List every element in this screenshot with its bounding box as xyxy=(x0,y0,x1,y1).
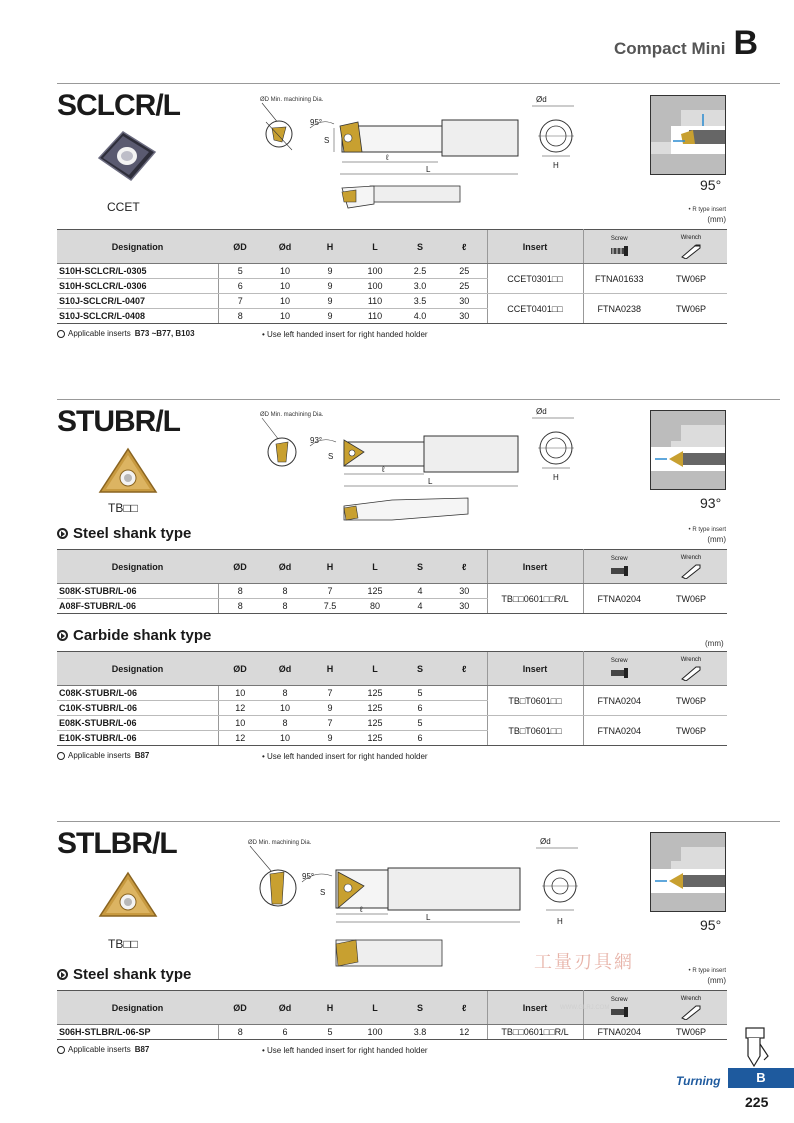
section-title-stlbr: STLBR/L xyxy=(57,827,177,860)
table-row: E10K-STUBR/L-06 12 10 9 125 6 xyxy=(57,731,727,746)
svg-text:H: H xyxy=(557,917,563,926)
header-section-letter: B xyxy=(733,24,758,62)
stubr-carbide-heading: Carbide shank type xyxy=(57,627,211,644)
table-row: S08K-STUBR/L-06 8 8 7 125 4 30 TB□□0601□□R/L FTNA0204 TW06P xyxy=(57,584,727,599)
stlbr-spec-table: Designation ØD Ød H L S ℓ Insert Screw Wrench S06H-STLBR/L-06-SP 8 6 5 100 3.8 12 TB□□0601□□R/L FTNA0204 TW06P xyxy=(57,990,727,1040)
svg-text:L: L xyxy=(428,477,433,486)
sclcr-shank-section xyxy=(528,94,588,178)
stlbr-shank-section xyxy=(532,836,592,936)
section-divider xyxy=(57,83,780,84)
page-number: 225 xyxy=(745,1094,769,1110)
svg-text:93°: 93° xyxy=(310,436,323,445)
table-row: S06H-STLBR/L-06-SP 8 6 5 100 3.8 12 TB□□0601□□R/L FTNA0204 TW06P xyxy=(57,1025,727,1040)
stubr-carbide-table: Designation ØD Ød H L S ℓ Insert Screw Wrench C08K-STUBR/L-06 10 8 7 125 5 TB□T0601□□ FTNA0204 TW06P C10K-STUBR/L-06 12 10 9 125 6 E08K-STUBR/L-06 10 8 7 125 5 TB□T0601□□ FTNA0204 TW06P E10K-STUBR/L-06 12 10 9 125 6 xyxy=(57,651,727,746)
insert-name-tb: TB□□ xyxy=(108,501,138,515)
wrench-icon xyxy=(680,563,702,579)
table-row: S10J-SCLCR/L-0407 7 10 9 110 3.5 30 CCET0401□□ FTNA0238 TW06P xyxy=(57,294,727,309)
svg-text:S: S xyxy=(320,888,326,897)
col-ell: ℓ xyxy=(442,230,487,264)
watermark-url: WWW.GLRJ.COM xyxy=(560,1005,610,1011)
stlbr-use-note: • Use left handed insert for right handed holder xyxy=(262,1046,428,1055)
section-title-stubr: STUBR/L xyxy=(57,405,180,438)
svg-text:95°: 95° xyxy=(302,872,315,881)
arrow-circle-icon xyxy=(57,969,68,980)
col-OD: ØD xyxy=(218,230,262,264)
stlbr-application-image xyxy=(650,832,726,912)
stlbr-holder-diagram xyxy=(244,836,544,972)
header-subtitle: Compact Mini xyxy=(613,39,726,58)
svg-text:L: L xyxy=(426,165,431,174)
mm-note: (mm) xyxy=(705,639,724,648)
col-H: H xyxy=(308,230,352,264)
wrench-icon xyxy=(680,1004,702,1020)
ccet-insert-image xyxy=(93,128,159,184)
screw-icon xyxy=(608,666,630,680)
arrow-circle-icon xyxy=(57,528,68,539)
stubr-use-note: • Use left handed insert for right handed holder xyxy=(262,752,428,761)
sclcr-spec-table xyxy=(57,229,727,324)
col-screw: Screw xyxy=(583,230,655,264)
r-type-note: • R type insert (mm) xyxy=(688,968,726,985)
col-S: S xyxy=(398,230,442,264)
col-od: Ød xyxy=(262,230,308,264)
svg-text:95°: 95° xyxy=(310,118,323,127)
stubr-application-image xyxy=(650,410,726,490)
turning-tool-icon xyxy=(742,1026,772,1068)
col-designation: Designation xyxy=(57,230,218,264)
svg-text:L: L xyxy=(426,913,431,922)
footer-category-label: Turning xyxy=(676,1074,721,1088)
stubr-steel-table: Designation ØD Ød H L S ℓ Insert Screw Wrench S08K-STUBR/L-06 8 8 7 125 4 30 TB□□0601□□R/L FTNA0204 TW06P A08F-STUBR/L-06 8 8 7.5 80 4 30 xyxy=(57,549,727,614)
svg-text:Ød: Ød xyxy=(536,95,547,104)
svg-text:S: S xyxy=(328,452,334,461)
svg-text:ØD Min. machining Dia.: ØD Min. machining Dia. xyxy=(260,412,324,418)
table-row: S10H-SCLCR/L-0306 6 10 9 100 3.0 25 xyxy=(57,279,727,294)
sclcr-use-note: • Use left handed insert for right handed holder xyxy=(262,330,428,339)
arrow-circle-icon xyxy=(57,1046,65,1054)
sclcr-application-image xyxy=(650,95,726,175)
col-insert: Insert xyxy=(487,230,583,264)
footer-section-tab: B xyxy=(728,1068,794,1088)
insert-name-tb: TB□□ xyxy=(108,937,138,951)
svg-text:Ød: Ød xyxy=(540,837,551,846)
insert-name-ccet: CCET xyxy=(107,200,140,214)
sclcr-applicable-inserts: Applicable inserts B73 ~B77, B103 xyxy=(57,329,195,338)
svg-text:ℓ: ℓ xyxy=(382,465,385,474)
watermark: 工量刃具網 xyxy=(534,952,634,972)
svg-text:H: H xyxy=(553,473,559,482)
stubr-approach-angle: 93° xyxy=(700,495,722,511)
r-type-note: • R type insert (mm) xyxy=(688,207,726,224)
table-row: S10H-SCLCR/L-0305 5 10 9 100 2.5 25 CCET0301□□ FTNA01633 TW06P xyxy=(57,264,727,279)
sclcr-holder-diagram xyxy=(252,94,542,214)
stlbr-applicable-inserts: Applicable inserts B87 xyxy=(57,1045,149,1054)
stlbr-steel-heading: Steel shank type xyxy=(57,966,191,983)
stubr-holder-diagram xyxy=(252,410,542,526)
stubr-shank-section xyxy=(528,406,588,490)
wrench-icon xyxy=(680,665,702,681)
screw-icon xyxy=(608,564,630,578)
tb-insert-image-stlbr xyxy=(98,870,158,920)
table-row: E08K-STUBR/L-06 10 8 7 125 5 TB□T0601□□ FTNA0204 TW06P xyxy=(57,716,727,731)
svg-text:Ød: Ød xyxy=(536,407,547,416)
section-divider xyxy=(57,399,780,400)
table-row: A08F-STUBR/L-06 8 8 7.5 80 4 30 xyxy=(57,599,727,614)
wrench-icon xyxy=(680,243,702,259)
section-divider xyxy=(57,821,780,822)
col-L: L xyxy=(352,230,398,264)
stlbr-approach-angle: 95° xyxy=(700,917,722,933)
r-type-note: • R type insert (mm) xyxy=(688,527,726,544)
arrow-circle-icon xyxy=(57,630,68,641)
section-title-sclcr: SCLCR/L xyxy=(57,89,180,122)
screw-icon xyxy=(608,1005,630,1019)
tb-insert-image-stubr xyxy=(98,446,158,496)
stubr-applicable-inserts: Applicable inserts B87 xyxy=(57,751,149,760)
table-row: C10K-STUBR/L-06 12 10 9 125 6 xyxy=(57,701,727,716)
table-row: C08K-STUBR/L-06 10 8 7 125 5 TB□T0601□□ FTNA0204 TW06P xyxy=(57,686,727,701)
sclcr-approach-angle: 95° xyxy=(700,177,722,193)
arrow-circle-icon xyxy=(57,330,65,338)
screw-icon xyxy=(608,244,630,258)
page-header xyxy=(614,24,758,63)
svg-text:ℓ: ℓ xyxy=(386,153,389,162)
min-dia-label: ØD Min. machining Dia. xyxy=(260,97,324,103)
arrow-circle-icon xyxy=(57,752,65,760)
table-row: S10J-SCLCR/L-0408 8 10 9 110 4.0 30 xyxy=(57,309,727,324)
svg-text:ℓ: ℓ xyxy=(360,905,363,914)
svg-text:H: H xyxy=(553,161,559,170)
svg-text:S: S xyxy=(324,136,330,145)
stubr-steel-heading: Steel shank type xyxy=(57,525,191,542)
svg-text:ØD Min. machining Dia.: ØD Min. machining Dia. xyxy=(248,840,312,846)
col-wrench: Wrench xyxy=(655,230,727,264)
